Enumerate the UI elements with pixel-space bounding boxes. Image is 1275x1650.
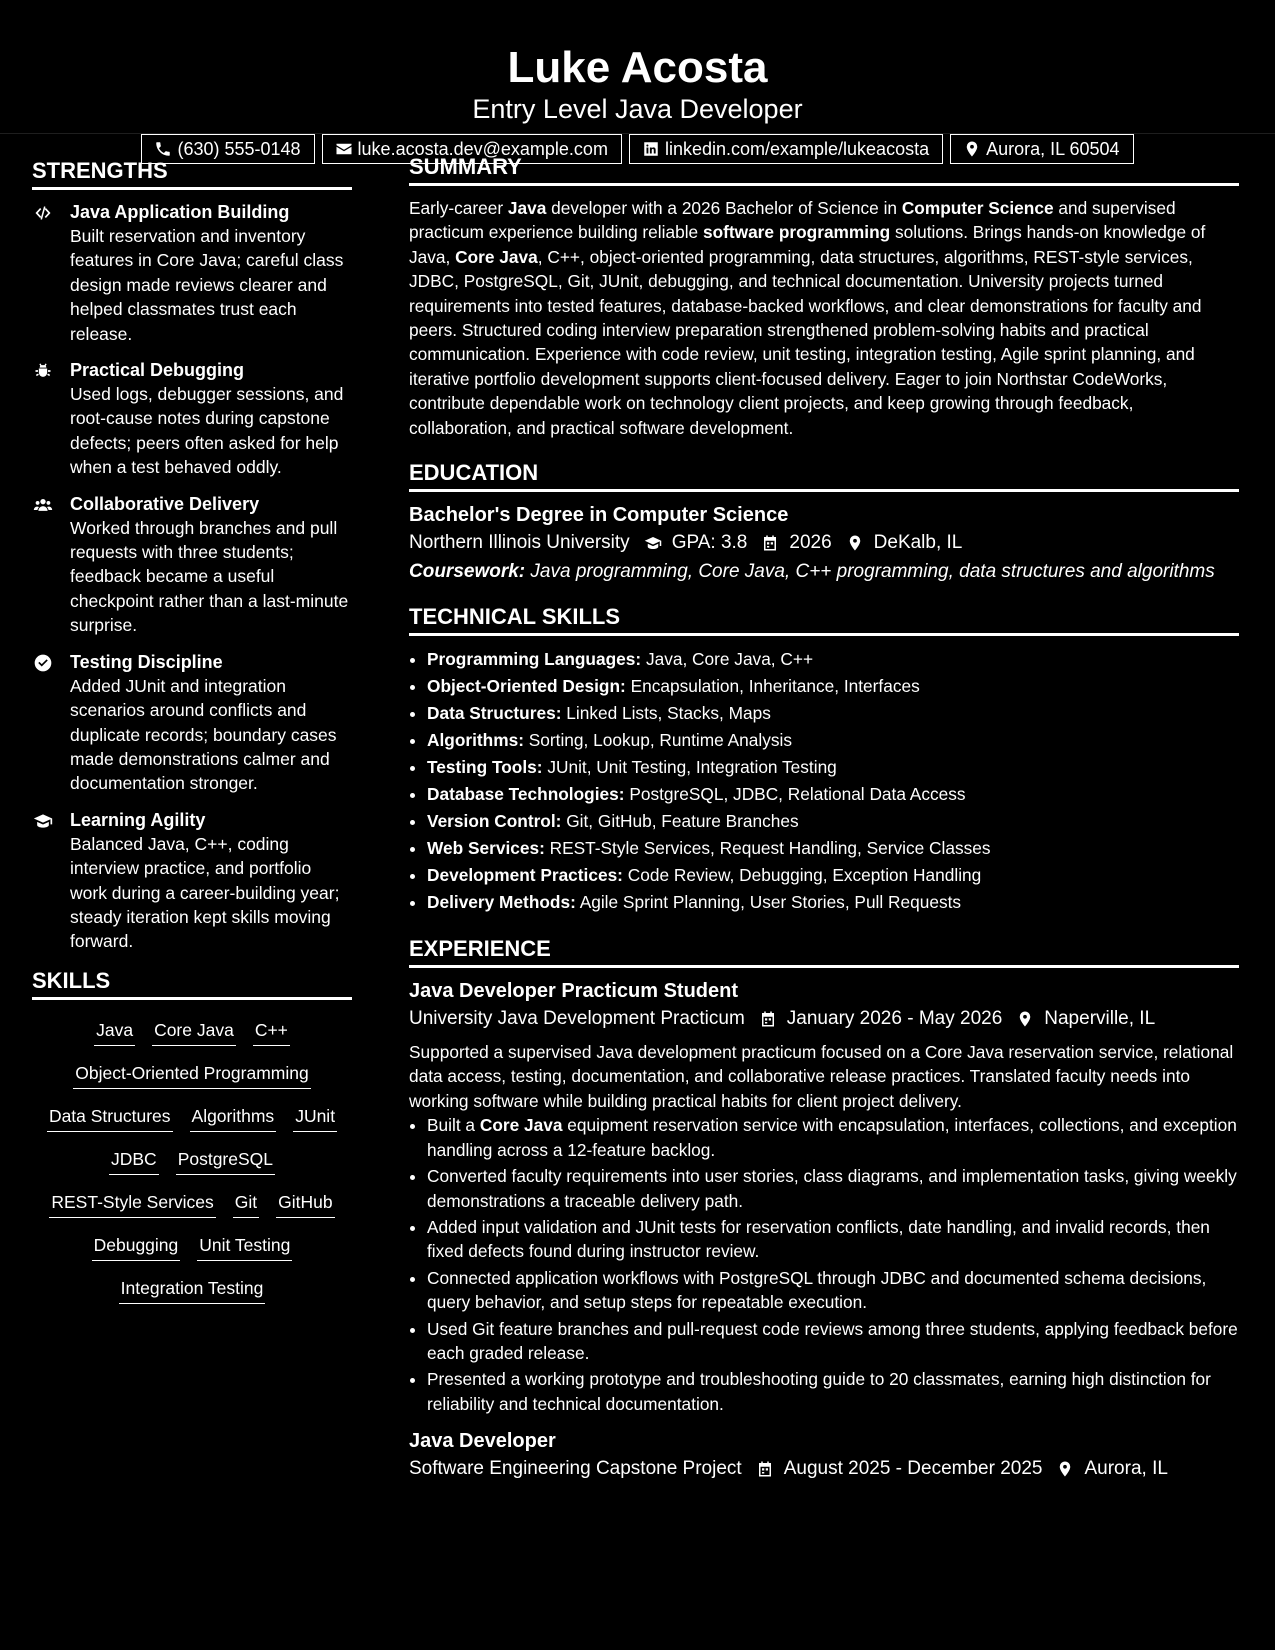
strength-icon-wrap bbox=[32, 808, 70, 954]
skills-tags bbox=[32, 1010, 352, 1317]
skill-tag: REST-Style Services bbox=[49, 1188, 215, 1218]
tech-skill-value: PostgreSQL, JDBC, Relational Data Access bbox=[624, 784, 966, 805]
job-location: Aurora, IL bbox=[1084, 1458, 1168, 1480]
skill-tag: JDBC bbox=[109, 1145, 159, 1175]
job-bullet bbox=[427, 1215, 1239, 1264]
tech-skill-value: REST-Style Services, Request Handling, Service Classes bbox=[544, 838, 991, 859]
tech-skill-value: Java, Core Java, C++ bbox=[641, 649, 814, 670]
strength-desc: Worked through branches and pull requests with three students; feedback became a useful checkpoint rather than a last-minute surprise. bbox=[70, 517, 349, 636]
tech-skill-value: Agile Sprint Planning, User Stories, Pull Requests bbox=[575, 892, 962, 913]
job-title: Java Developer bbox=[409, 1430, 556, 1453]
job-meta bbox=[409, 1454, 1239, 1484]
skill-tag: JUnit bbox=[293, 1102, 337, 1132]
text-run: Connected application workflows with PostgreSQL through JDBC and documented schema decisions, query behavior, and setup steps for repeatable execution. bbox=[427, 1267, 1207, 1313]
tech-skill-label: Algorithms: bbox=[427, 730, 524, 751]
job-org: Software Engineering Capstone Project bbox=[409, 1458, 742, 1480]
education-meta bbox=[409, 528, 1239, 558]
job-bullet bbox=[427, 1317, 1239, 1366]
strength-title: Practical Debugging bbox=[70, 360, 245, 381]
bug-icon bbox=[32, 361, 54, 381]
phone-text: (630) 555-0148 bbox=[177, 139, 301, 159]
tech-skill-item bbox=[427, 754, 1239, 781]
strength-item bbox=[32, 200, 352, 346]
summary-text bbox=[409, 196, 1239, 440]
skill-tag: Java bbox=[94, 1016, 135, 1046]
job-org: University Java Development Practicum bbox=[409, 1008, 745, 1030]
emphasis-text: Java bbox=[507, 198, 547, 218]
calendar-icon bbox=[761, 534, 779, 552]
text-run: developer with a 2026 Bachelor of Science in bbox=[546, 198, 902, 218]
candidate-title: Entry Level Java Developer bbox=[472, 94, 803, 124]
skill-tag: Debugging bbox=[92, 1231, 181, 1261]
skills-row bbox=[36, 1231, 348, 1274]
skill-tag: Data Structures bbox=[47, 1102, 173, 1132]
job-location: Naperville, IL bbox=[1044, 1008, 1156, 1030]
strength-title: Java Application Building bbox=[70, 202, 290, 222]
calendar-icon bbox=[759, 1010, 777, 1028]
strength-title: Testing Discipline bbox=[70, 651, 223, 672]
tech-skill-item bbox=[427, 835, 1239, 862]
technical-skills-heading: TECHNICAL SKILLS bbox=[409, 604, 1239, 636]
job-bullet bbox=[427, 1266, 1239, 1315]
map-pin-icon bbox=[1056, 1460, 1074, 1478]
skills-row bbox=[36, 1188, 348, 1231]
strength-icon-wrap bbox=[32, 358, 70, 480]
strength-icon-wrap bbox=[32, 650, 70, 796]
job-entry bbox=[409, 1428, 1239, 1484]
coursework bbox=[409, 560, 1239, 584]
emphasis-text: Core Java bbox=[455, 246, 538, 267]
graduation-cap-icon bbox=[644, 534, 662, 552]
map-pin-icon bbox=[846, 534, 864, 552]
job-bullet bbox=[427, 1113, 1239, 1162]
skill-tag: PostgreSQL bbox=[176, 1145, 275, 1175]
emphasis-text: Core Java bbox=[479, 1115, 563, 1136]
calendar-icon bbox=[756, 1460, 774, 1478]
linkedin-text: linkedin.com/example/lukeacosta bbox=[664, 139, 930, 159]
users-icon bbox=[32, 495, 54, 515]
tech-skill-label: Database Technologies: bbox=[427, 784, 625, 805]
job-dates: August 2025 - December 2025 bbox=[783, 1458, 1043, 1480]
resume-header bbox=[0, 0, 1275, 159]
strength-icon-wrap bbox=[32, 492, 70, 638]
job-meta bbox=[409, 1004, 1239, 1034]
tech-skill-value: JUnit, Unit Testing, Integration Testing bbox=[542, 757, 837, 778]
text-run: Added input validation and JUnit tests for reservation conflicts, date handling, and invalid records, then fixed defects found during instructor review. bbox=[427, 1216, 1210, 1262]
text-run: equipment reservation service with encapsulation, interfaces, collections, and exception handling across a 12-feature backlog. bbox=[427, 1115, 1237, 1160]
gpa-text: GPA: 3.8 bbox=[671, 532, 748, 554]
tech-skill-label: Delivery Methods: bbox=[427, 892, 576, 913]
right-column bbox=[409, 134, 1239, 1484]
tech-skill-item bbox=[427, 781, 1239, 808]
graduation-year: 2026 bbox=[789, 532, 832, 554]
code-icon bbox=[32, 203, 54, 223]
technical-skills-list bbox=[409, 646, 1239, 916]
graduation-cap-icon bbox=[32, 811, 54, 831]
skills-row bbox=[36, 1016, 348, 1059]
job-dates: January 2026 - May 2026 bbox=[786, 1008, 1003, 1030]
strength-desc: Balanced Java, C++, coding interview practice, and portfolio work during a career-building year; steady iteration kept skills moving forward. bbox=[70, 833, 340, 952]
strengths-list bbox=[32, 200, 352, 954]
location-text: Aurora, IL 60504 bbox=[986, 139, 1120, 159]
skill-tag: Core Java bbox=[152, 1016, 236, 1046]
tech-skill-label: Programming Languages: bbox=[427, 649, 642, 670]
tech-skill-value: Encapsulation, Inheritance, Interfaces bbox=[625, 676, 920, 697]
tech-skill-value: Code Review, Debugging, Exception Handling bbox=[622, 865, 982, 886]
job-bullets bbox=[409, 1113, 1239, 1416]
map-pin-icon bbox=[1016, 1010, 1034, 1028]
job-title: Java Developer Practicum Student bbox=[409, 980, 739, 1003]
tech-skill-item bbox=[427, 889, 1239, 916]
skill-tag: GitHub bbox=[276, 1188, 334, 1218]
strength-desc: Added JUnit and integration scenarios around conflicts and duplicate records; boundary cases made demonstrations calmer and documentation stronger. bbox=[70, 675, 337, 794]
tech-skill-value: Linked Lists, Stacks, Maps bbox=[561, 703, 771, 724]
tech-skill-label: Testing Tools: bbox=[427, 757, 543, 778]
summary-heading: SUMMARY bbox=[409, 154, 1239, 186]
strength-item bbox=[32, 492, 352, 638]
coursework-label: Coursework: bbox=[409, 561, 526, 583]
candidate-name: Luke Acosta bbox=[507, 43, 768, 92]
job-bullet bbox=[427, 1164, 1239, 1213]
tech-skill-label: Development Practices: bbox=[427, 865, 623, 886]
tech-skill-item bbox=[427, 646, 1239, 673]
tech-skill-value: Sorting, Lookup, Runtime Analysis bbox=[523, 730, 792, 751]
text-run: solutions. Brings hands-on knowledge of Java, bbox=[409, 222, 1206, 267]
tech-skill-value: Git, GitHub, Feature Branches bbox=[561, 811, 799, 832]
tech-skill-item bbox=[427, 673, 1239, 700]
skill-tag: Git bbox=[233, 1188, 259, 1218]
text-run: Built a bbox=[427, 1115, 480, 1136]
skills-row bbox=[36, 1145, 348, 1188]
strength-desc: Used logs, debugger sessions, and root-cause notes during capstone defects; peers often asked for help when a test behaved oddly. bbox=[70, 384, 344, 478]
skills-row bbox=[36, 1059, 348, 1102]
tech-skill-item bbox=[427, 808, 1239, 835]
strength-title: Learning Agility bbox=[70, 809, 206, 830]
text-run: and supervised practicum experience building reliable bbox=[409, 198, 1176, 243]
strength-desc: Built reservation and inventory features in Core Java; careful class design made reviews clearer and helped classmates trust each release. bbox=[70, 226, 344, 344]
strength-item bbox=[32, 808, 352, 954]
strength-icon-wrap bbox=[32, 200, 70, 346]
tech-skill-label: Web Services: bbox=[427, 838, 545, 859]
email-text: luke.acosta.dev@example.com bbox=[357, 139, 608, 159]
tech-skill-label: Version Control: bbox=[427, 811, 562, 832]
tech-skill-label: Data Structures: bbox=[427, 703, 562, 724]
text-run: Converted faculty requirements into user stories, class diagrams, and implementation tasks, giving weekly demonstrations a traceable delivery path. bbox=[427, 1166, 1237, 1211]
text-run: Early-career bbox=[409, 198, 508, 218]
skills-heading: SKILLS bbox=[32, 968, 352, 1000]
job-bullet bbox=[427, 1367, 1239, 1416]
experience-heading: EXPERIENCE bbox=[409, 936, 1239, 968]
degree-title: Bachelor's Degree in Computer Science bbox=[409, 504, 789, 527]
check-circle-icon bbox=[32, 653, 54, 673]
strengths-heading: STRENGTHS bbox=[32, 158, 352, 190]
job-entry bbox=[409, 978, 1239, 1416]
emphasis-text: Computer Science bbox=[901, 198, 1054, 218]
school-location: DeKalb, IL bbox=[873, 532, 963, 554]
text-run: Presented a working prototype and troubleshooting guide to 20 classmates, earning high distinction for reliability and technical documentation. bbox=[427, 1369, 1211, 1414]
strength-title: Collaborative Delivery bbox=[70, 493, 260, 514]
skills-row bbox=[36, 1102, 348, 1145]
tech-skill-label: Object-Oriented Design: bbox=[427, 676, 626, 697]
job-intro: Supported a supervised Java development practicum focused on a Core Java reservation service, relational data access, testing, documentation, and collaborative release practices. Translated faculty needs into working software while building practical habits for client project delivery. bbox=[409, 1042, 1234, 1111]
skill-tag: Integration Testing bbox=[119, 1274, 266, 1304]
text-run: Used Git feature branches and pull-request code reviews among three students, applying feedback before each graded release. bbox=[427, 1318, 1238, 1363]
skill-tag: Object-Oriented Programming bbox=[73, 1059, 310, 1089]
coursework-text: Java programming, Core Java, C++ programming, data structures and algorithms bbox=[530, 561, 1215, 583]
text-run: , C++, object-oriented programming, data structures, algorithms, REST-style services, JDBC, PostgreSQL, Git, JUnit, debugging, and technical documentation. University projects turned requirements into tested features, database-backed workflows, and clear demonstrations for faculty and peers. Structured coding interview preparation strengthened problem-solving habits and practical communication. Experience with code review, unit testing, integration testing, Agile sprint planning, and iterative portfolio development supports client-focused delivery. Eager to join Northstar CodeWorks, contribute dependable work on technology client projects, and keep growing through feedback, collaboration, and practical software development. bbox=[409, 246, 1202, 438]
resume-body bbox=[0, 134, 1275, 1484]
strength-item bbox=[32, 650, 352, 796]
emphasis-text: software programming bbox=[702, 222, 891, 243]
tech-skill-item bbox=[427, 727, 1239, 754]
skills-row bbox=[36, 1274, 348, 1317]
strength-item bbox=[32, 358, 352, 480]
skill-tag: Algorithms bbox=[190, 1102, 277, 1132]
skill-tag: C++ bbox=[253, 1016, 290, 1046]
school-name: Northern Illinois University bbox=[409, 532, 630, 554]
education-heading: EDUCATION bbox=[409, 460, 1239, 492]
left-column bbox=[32, 134, 352, 1484]
skill-tag: Unit Testing bbox=[197, 1231, 292, 1261]
tech-skill-item bbox=[427, 700, 1239, 727]
tech-skill-item bbox=[427, 862, 1239, 889]
